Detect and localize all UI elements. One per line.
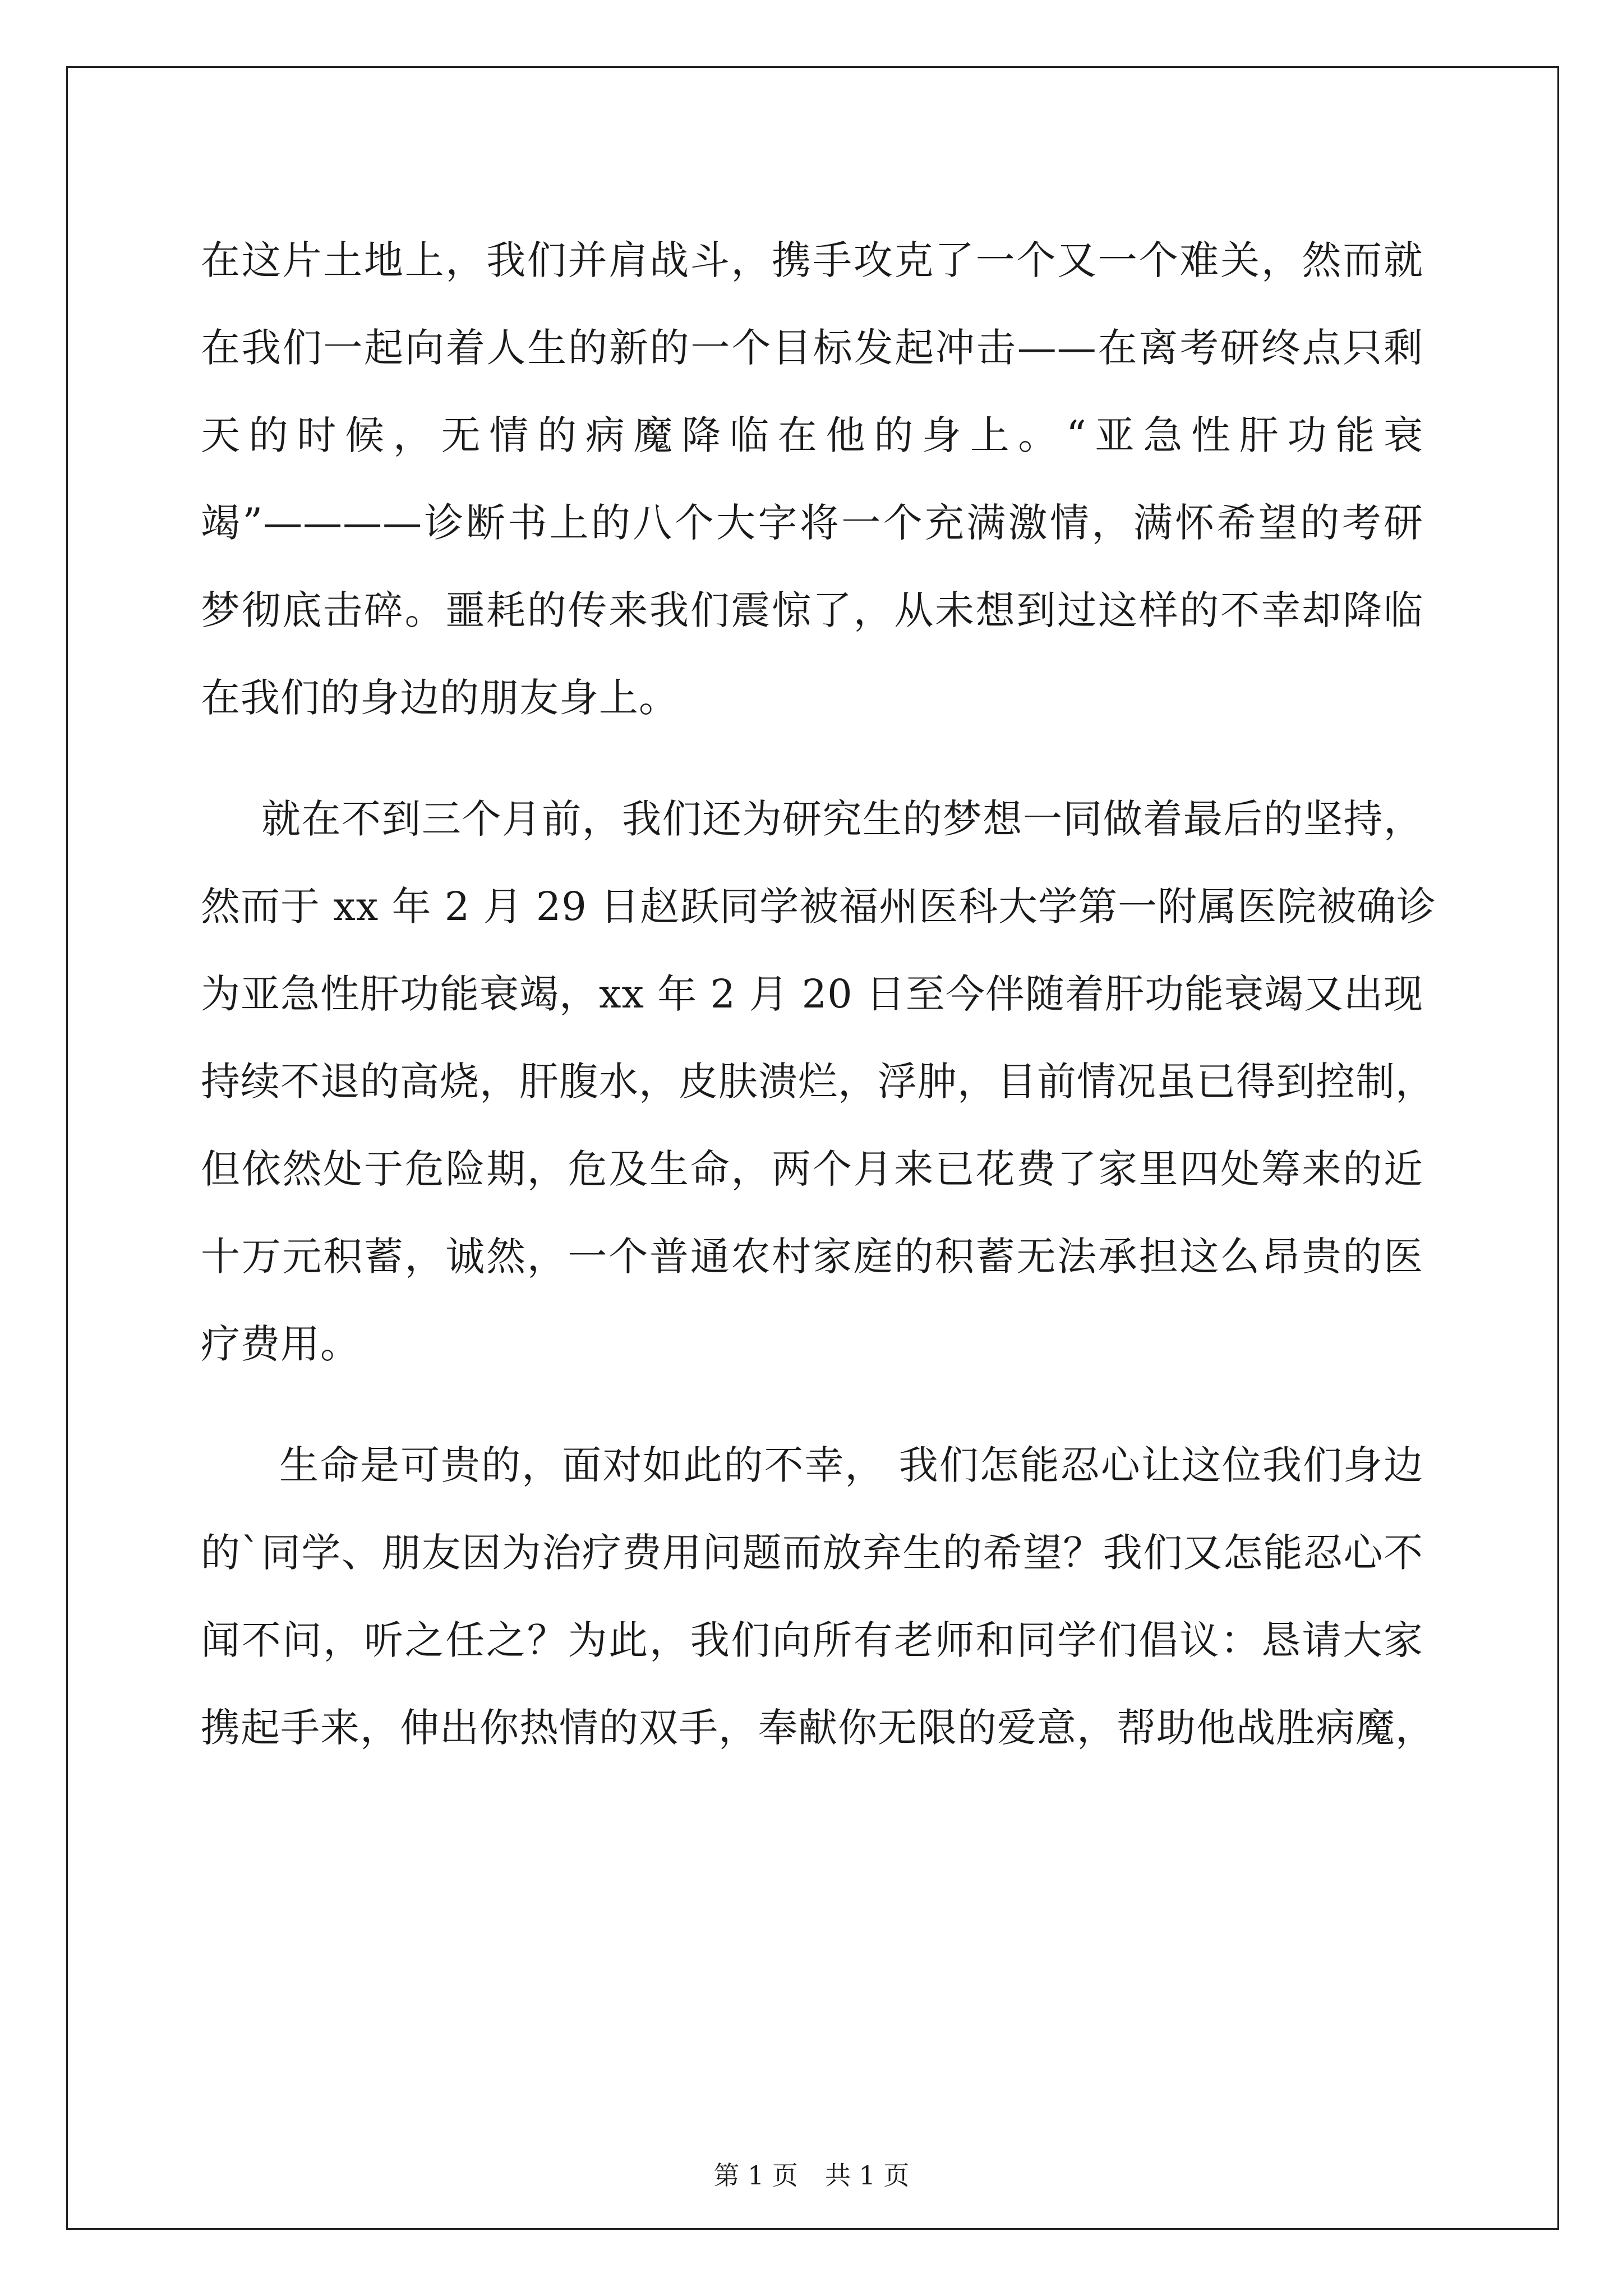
paragraph-1-line-1: 在这片土地上，我们并肩战斗，携手攻克了一个又一个难关，然而就 bbox=[201, 237, 1423, 283]
page-footer bbox=[0, 2159, 1623, 2192]
paragraph-2-line-7: 疗费用。 bbox=[201, 1321, 360, 1367]
paragraph-3-line-1: 生命是可贵的，面对如此的不幸， 我们怎能忍心让这位我们身边 bbox=[279, 1442, 1423, 1488]
paragraph-2-line-2: 然而于 xx 年 2 月 29 日赵跃同学被福州医科大学第一附属医院被确诊 bbox=[201, 884, 1437, 930]
paragraph-3-line-2: 的`同学、朋友因为治疗费用问题而放弃生的希望？我们又怎能忍心不 bbox=[201, 1530, 1423, 1576]
paragraph-1-line-3: 天的时候，无情的病魔降临在他的身上。“亚急性肝功能衰 bbox=[201, 412, 1423, 458]
document-body bbox=[201, 217, 1437, 1772]
page-total: 共 1 页 bbox=[825, 2160, 910, 2191]
paragraph-2-line-4: 持续不退的高烧，肝腹水，皮肤溃烂，浮肿，目前情况虽已得到控制， bbox=[201, 1059, 1435, 1105]
paragraph-3-line-3: 闻不问，听之任之？为此，我们向所有老师和同学们倡议：恳请大家 bbox=[201, 1617, 1423, 1663]
paragraph-2-line-6: 十万元积蓄，诚然，一个普通农村家庭的积蓄无法承担这么昂贵的医 bbox=[201, 1234, 1423, 1280]
paragraph-1-line-5: 梦彻底击碎。噩耗的传来我们震惊了，从未想到过这样的不幸却降临 bbox=[201, 587, 1423, 633]
paragraph-1-line-2: 在我们一起向着人生的新的一个目标发起冲击——在离考研终点只剩 bbox=[201, 325, 1423, 371]
paragraph-2-line-1: 就在不到三个月前，我们还为研究生的梦想一同做着最后的坚持， bbox=[261, 796, 1423, 842]
paragraph-2-line-5: 但依然处于危险期，危及生命，两个月来已花费了家里四处筹来的近 bbox=[201, 1146, 1423, 1192]
paragraph-3-line-4: 携起手来，伸出你热情的双手，奉献你无限的爱意，帮助他战胜病魔， bbox=[201, 1705, 1435, 1751]
paragraph-1-line-4: 竭”————诊断书上的八个大字将一个充满激情，满怀希望的考研 bbox=[201, 500, 1423, 546]
paragraph-2-line-3: 为亚急性肝功能衰竭，xx 年 2 月 20 日至今伴随着肝功能衰竭又出现 bbox=[201, 971, 1423, 1017]
page-number: 第 1 页 bbox=[713, 2160, 798, 2191]
paragraph-1-line-6: 在我们的身边的朋友身上。 bbox=[201, 675, 679, 721]
